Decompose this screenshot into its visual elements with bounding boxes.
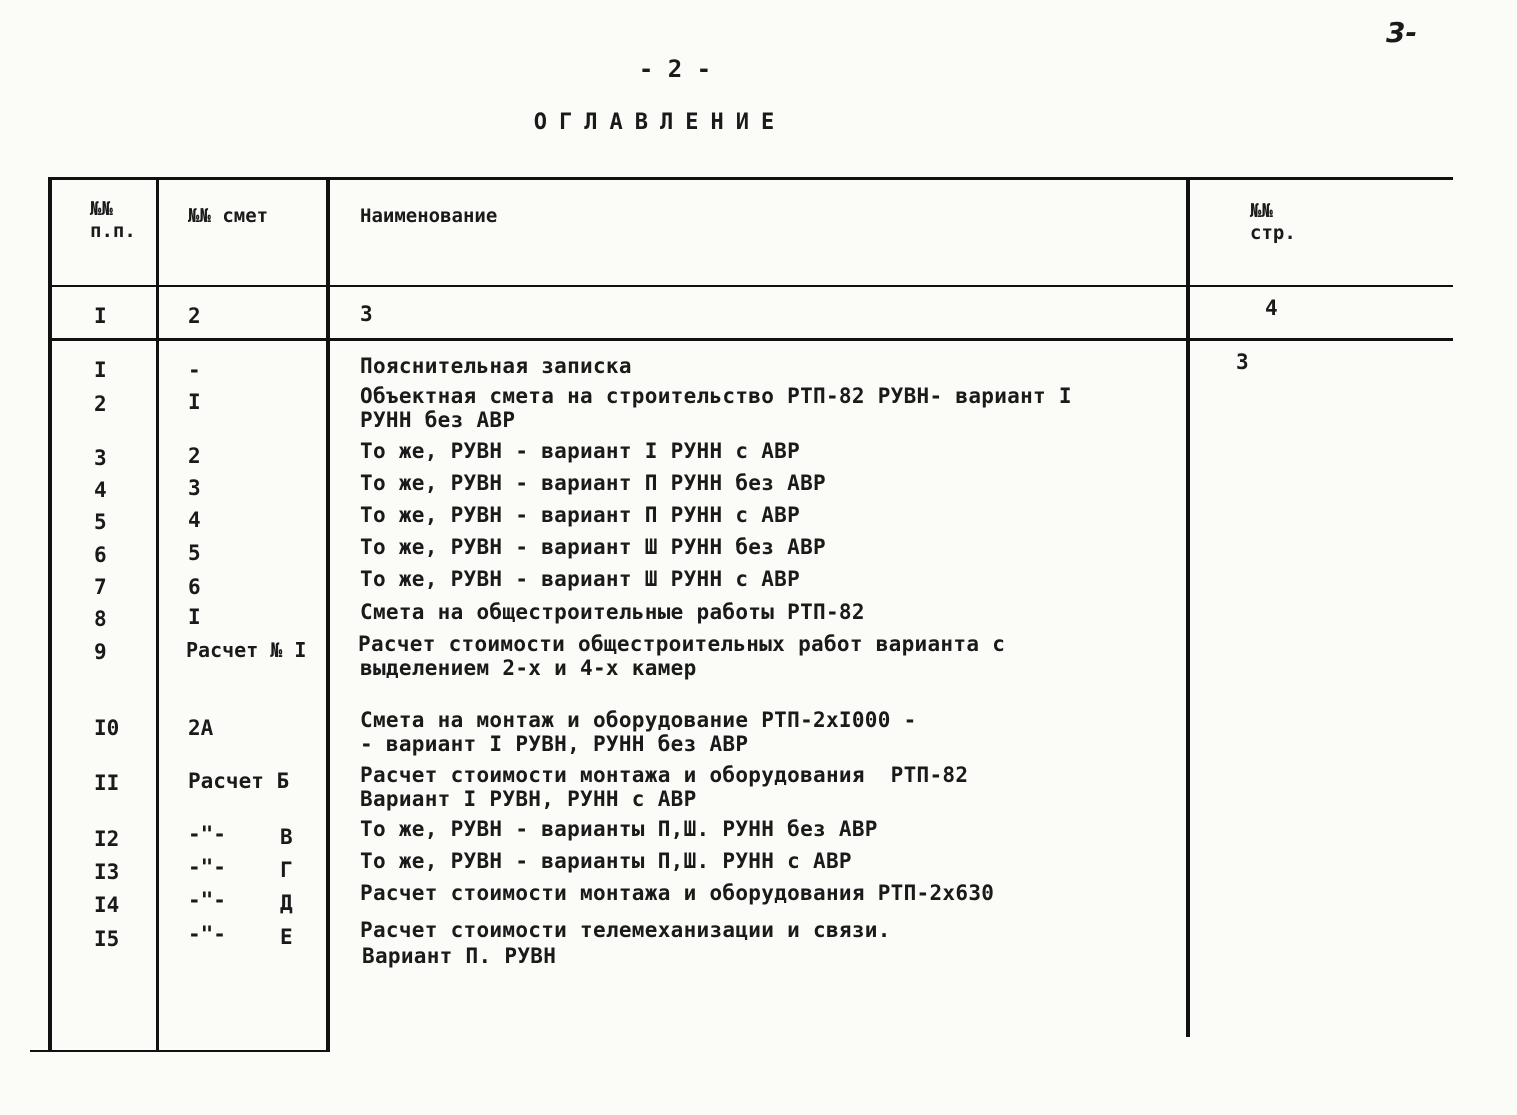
row-name: То же, РУВН - вариант П РУНН с АВР — [360, 503, 801, 527]
row-number: 4 — [94, 478, 107, 502]
row-number: 9 — [94, 640, 107, 664]
row-estimate: 2А — [188, 716, 214, 740]
table-bottom-rule — [30, 1050, 330, 1052]
row-name: То же, РУВН - варианты П,Ш. РУНН без АВР — [360, 817, 878, 841]
row-name: Расчет стоимости монтажа и оборудования РТП-82 — [360, 763, 969, 787]
table-left-border — [48, 177, 52, 1052]
row-name: Объектная смета на строительство РТП-82 РУВН- вариант I — [360, 384, 1072, 408]
row-estimate-letter: Г — [280, 858, 293, 882]
row-name: То же, РУВН - вариант I РУНН с АВР — [360, 439, 801, 463]
header-estimate-number: №№ смет — [188, 205, 269, 227]
row-number: 5 — [94, 510, 107, 534]
row-estimate: I — [188, 605, 201, 629]
row-estimate-letter: Д — [280, 891, 293, 915]
row-number: I5 — [94, 927, 120, 951]
row-estimate: - — [188, 358, 201, 382]
page-number: - 2 - — [638, 55, 712, 83]
row-name: То же, РУВН - варианты П,Ш. РУНН с АВР — [360, 849, 852, 873]
row-number: 6 — [94, 543, 107, 567]
row-estimate: I — [188, 390, 201, 414]
row-estimate: -"- — [188, 822, 226, 846]
row-number: 2 — [94, 392, 107, 416]
row-estimate-letter: Е — [280, 925, 293, 949]
row-estimate-letter: В — [280, 825, 293, 849]
row-page: 3 — [1236, 350, 1249, 374]
col-number-4: 4 — [1265, 296, 1278, 320]
row-number: I4 — [94, 893, 120, 917]
row-name: Расчет стоимости монтажа и оборудования РТП-2х630 — [360, 881, 995, 905]
row-name: Пояснительная записка — [360, 354, 632, 378]
row-name-cont: Вариант П. РУВН — [362, 944, 557, 968]
col-divider-2 — [326, 177, 330, 1052]
row-estimate: -"- — [188, 888, 226, 912]
numbering-bottom-rule — [48, 338, 1453, 341]
row-estimate: 3 — [188, 476, 201, 500]
header-item-number: №№ п.п. — [90, 198, 136, 242]
row-number: I — [94, 358, 107, 382]
row-estimate: Расчет Б — [188, 769, 290, 793]
handwritten-page-mark: 3- — [1386, 16, 1418, 49]
table-top-rule — [48, 177, 1453, 180]
header-page-number: №№ стр. — [1250, 200, 1296, 244]
row-name-cont: выделением 2-х и 4-х камер — [360, 656, 697, 680]
row-estimate: Расчет № I — [186, 638, 307, 662]
row-name-cont: РУНН без АВР — [360, 408, 516, 432]
row-number: I3 — [94, 860, 120, 884]
row-name: То же, РУВН - вариант Ш РУНН без АВР — [360, 535, 826, 559]
row-estimate: 4 — [188, 508, 201, 532]
col-divider-1 — [156, 177, 159, 1052]
row-number: I2 — [94, 827, 120, 851]
page-title: ОГЛАВЛЕНИЕ — [533, 110, 787, 135]
header-name: Наименование — [360, 205, 498, 227]
col-divider-3 — [1186, 177, 1190, 1037]
row-name: То же, РУВН - вариант Ш РУНН с АВР — [360, 567, 801, 591]
row-name-cont: Вариант I РУВН, РУНН с АВР — [360, 787, 697, 811]
row-estimate: 2 — [188, 444, 201, 468]
row-number: 8 — [94, 607, 107, 631]
row-number: 7 — [94, 575, 107, 599]
row-estimate: 5 — [188, 541, 201, 565]
row-name: Смета на общестроительные работы РТП-82 — [360, 600, 865, 624]
row-name: Смета на монтаж и оборудование РТП-2хI000 - — [360, 708, 917, 732]
row-estimate: -"- — [188, 922, 226, 946]
row-name-cont: - вариант I РУВН, РУНН без АВР — [360, 732, 749, 756]
header-bottom-rule — [48, 285, 1453, 287]
row-name: Расчет стоимости телемеханизации и связи. — [360, 918, 891, 942]
row-number: 3 — [94, 446, 107, 470]
row-estimate: 6 — [188, 575, 201, 599]
col-number-3: 3 — [360, 302, 373, 326]
row-number: I0 — [94, 716, 120, 740]
row-name: То же, РУВН - вариант П РУНН без АВР — [360, 471, 826, 495]
row-estimate: -"- — [188, 855, 226, 879]
row-name: Расчет стоимости общестроительных работ варианта с — [358, 632, 1006, 656]
col-number-1: I — [94, 304, 107, 328]
row-number: II — [94, 771, 120, 795]
col-number-2: 2 — [188, 304, 201, 328]
